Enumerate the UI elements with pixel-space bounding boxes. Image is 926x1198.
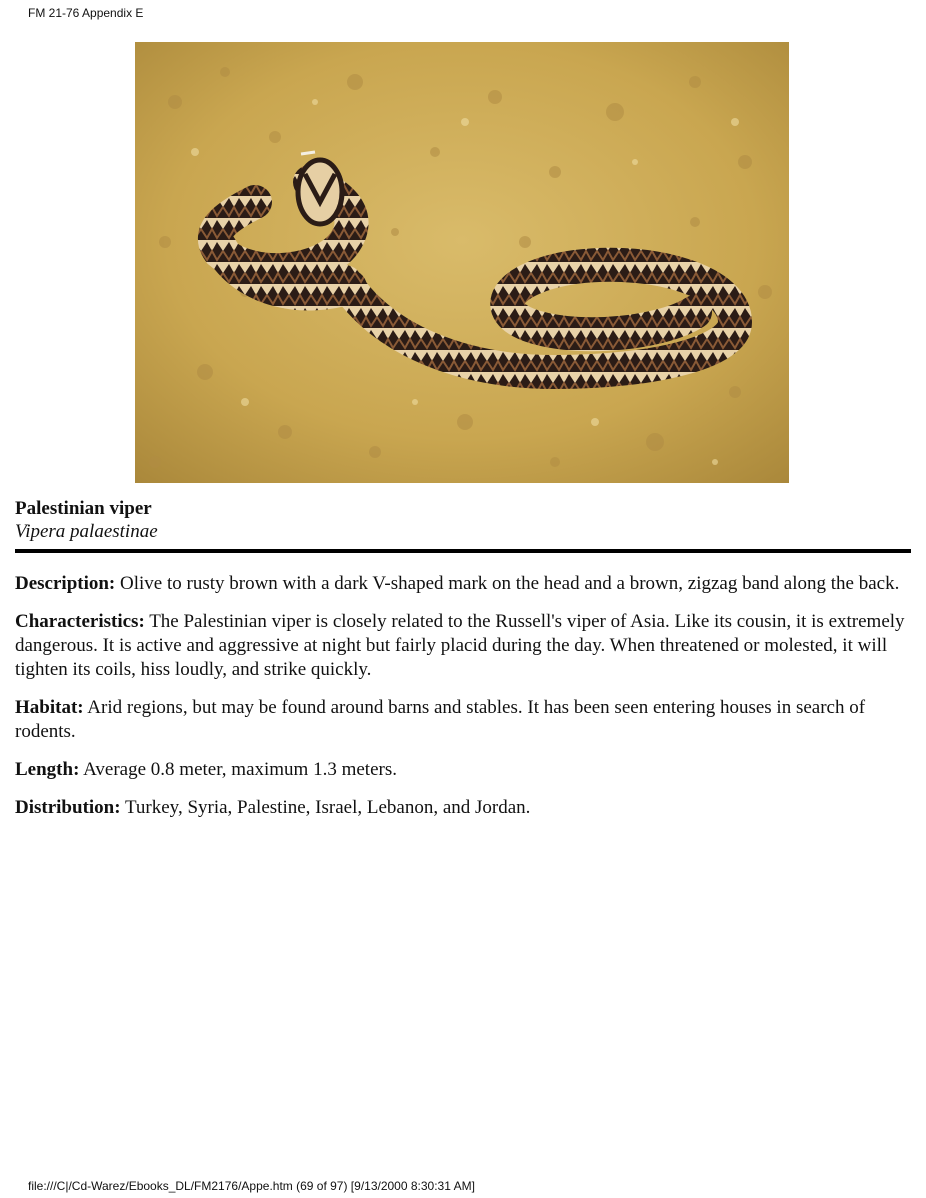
characteristics-paragraph <box>15 610 905 682</box>
distribution-paragraph <box>15 796 905 820</box>
section-label: Characteristics: <box>15 611 145 632</box>
species-details <box>15 572 905 834</box>
horizontal-rule <box>15 549 911 553</box>
page-header: FM 21-76 Appendix E <box>28 6 144 20</box>
section-label: Distribution: <box>15 797 121 818</box>
scientific-name: Vipera palaestinae <box>15 521 158 542</box>
section-text: Arid regions, but may be found around barns and stables. It has been seen entering houses in search of rodents. <box>15 697 866 742</box>
common-name: Palestinian viper <box>15 498 152 519</box>
section-text: Average 0.8 meter, maximum 1.3 meters. <box>79 759 397 780</box>
section-text: The Palestinian viper is closely related to the Russell's viper of Asia. Like its cousin, it is extremely dangerous. It is active and aggressive at night but fairly placid during the day. When threatened or molested, it will tighten its coils, hiss loudly, and strike quickly. <box>15 611 905 680</box>
section-label: Length: <box>15 759 80 780</box>
species-names <box>15 497 158 543</box>
section-label: Description: <box>15 573 116 594</box>
section-text: Turkey, Syria, Palestine, Israel, Lebanon, and Jordan. <box>120 797 531 818</box>
length-paragraph <box>15 758 905 782</box>
section-label: Habitat: <box>15 697 84 718</box>
snake-photo <box>135 42 789 483</box>
section-text: Olive to rusty brown with a dark V-shaped mark on the head and a brown, zigzag band along the back. <box>115 573 900 594</box>
description-paragraph <box>15 572 905 596</box>
habitat-paragraph <box>15 696 905 744</box>
page-footer: file:///C|/Cd-Warez/Ebooks_DL/FM2176/Appe.htm (69 of 97) [9/13/2000 8:30:31 AM] <box>28 1179 475 1193</box>
